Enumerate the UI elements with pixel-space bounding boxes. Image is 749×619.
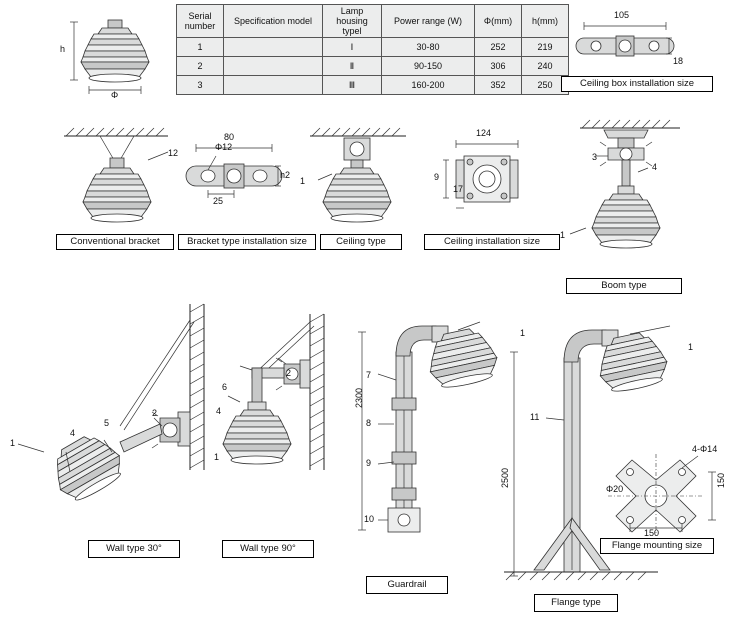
cell-height: 240 [522,57,569,76]
boom-callout-3: 3 [592,152,598,162]
guardrail-callout-1: 1 [520,328,526,338]
conventional-bracket-callout-12: 12 [168,148,179,158]
callout-leader-line [148,150,172,162]
boom-callout-4: 4 [652,162,658,172]
cell-specification [224,38,323,57]
cell-power-range: 30-80 [382,38,475,57]
wall30-callout-4: 4 [70,428,76,438]
wall90-callout-4: 4 [216,406,222,416]
flange-height-dim: 2500 [500,467,510,488]
ceiling-installation-side-dim: 17 [453,184,464,194]
flange-mounting-bore-label: Φ20 [606,484,624,494]
guardrail-callout-7: 7 [366,370,372,380]
cell-serial-number: 3 [177,76,224,95]
wall-type-30-drawing [8,300,208,530]
wall-type-90-drawing [210,310,330,520]
lamp-overview-drawing [58,8,170,100]
wall90-callout-2: 2 [286,368,292,378]
caption-bracket-type-installation-size: Bracket type installation size [178,234,316,250]
ceiling-type-callout-1: 1 [300,176,306,186]
wall30-callout-2: 2 [152,408,158,418]
bracket-hole-dim: Φ12 [215,142,233,152]
guardrail-callout-10: 10 [364,514,375,524]
flange-mounting-drawing [600,444,736,538]
ceiling-installation-height-dim: 9 [434,172,440,182]
wall30-callout-5: 5 [104,418,110,428]
caption-wall-type-30: Wall type 30° [88,540,180,558]
cell-power-range: 160-200 [382,76,475,95]
caption-ceiling-type: Ceiling type [320,234,402,250]
flange-mounting-holes-label: 4-Φ14 [692,444,718,454]
table-row [177,76,569,95]
ceiling-installation-width-dim: 124 [476,128,492,138]
wall90-callout-6: 6 [222,382,228,392]
cell-lamp-housing: Ⅰ [323,38,382,57]
boom-type-drawing [556,112,696,252]
th-diameter: Φ(mm) [475,5,522,38]
caption-flange-type: Flange type [534,594,618,612]
guardrail-callout-9: 9 [366,458,372,468]
wall30-callout-1: 1 [10,438,16,448]
cell-diameter: 352 [475,76,522,95]
guardrail-drawing [348,312,498,562]
overview-diameter-label: Φ [111,90,119,100]
ceiling-type-drawing [304,122,412,230]
caption-ceiling-installation-size: Ceiling installation size [424,234,560,250]
flange-callout-11: 11 [530,412,540,422]
cell-serial-number: 2 [177,57,224,76]
bracket-width-dim: 80 [224,132,235,142]
cell-specification [224,57,323,76]
cell-serial-number: 1 [177,38,224,57]
ceiling-box-drawing [566,10,696,72]
cell-diameter: 306 [475,57,522,76]
cell-height: 250 [522,76,569,95]
caption-ceiling-box-installation-size: Ceiling box installation size [561,76,713,92]
caption-flange-mounting-size: Flange mounting size [600,538,714,554]
ceiling-box-width-dim: 105 [614,10,630,20]
overview-height-label: h [60,44,66,54]
caption-conventional-bracket: Conventional bracket [56,234,174,250]
ceiling-box-thickness-dim: 18 [673,56,684,66]
cell-height: 219 [522,38,569,57]
wall90-callout-1: 1 [214,452,220,462]
th-power-range: Power range (W) [382,5,475,38]
table-header-row [177,5,569,38]
flange-mounting-width-dim: 150 [644,528,660,538]
cell-diameter: 252 [475,38,522,57]
caption-guardrail: Guardrail [366,576,448,594]
bracket-height-dim: h2 [280,170,291,180]
flange-mounting-height-dim: 150 [716,472,726,488]
th-height: h(mm) [522,5,569,38]
caption-wall-type-90: Wall type 90° [222,540,314,558]
cell-power-range: 90-150 [382,57,475,76]
cell-specification [224,76,323,95]
table-row [177,57,569,76]
cell-lamp-housing: Ⅲ [323,76,382,95]
bracket-size-drawing [180,132,298,222]
conventional-bracket-drawing [56,122,178,232]
bracket-pitch-dim: 25 [213,196,224,206]
cell-lamp-housing: Ⅱ [323,57,382,76]
guardrail-height-dim: 2300 [354,387,364,408]
boom-callout-1: 1 [560,230,566,240]
caption-boom-type: Boom type [566,278,682,294]
guardrail-callout-8: 8 [366,418,372,428]
ceiling-installation-drawing [432,124,542,220]
specification-table [176,4,569,95]
table-row [177,38,569,57]
th-lamp-housing: Lamp housing typel [323,5,382,38]
th-specification: Specification model [224,5,323,38]
th-serial-number: Serial number [177,5,224,38]
flange-callout-1: 1 [688,342,694,352]
